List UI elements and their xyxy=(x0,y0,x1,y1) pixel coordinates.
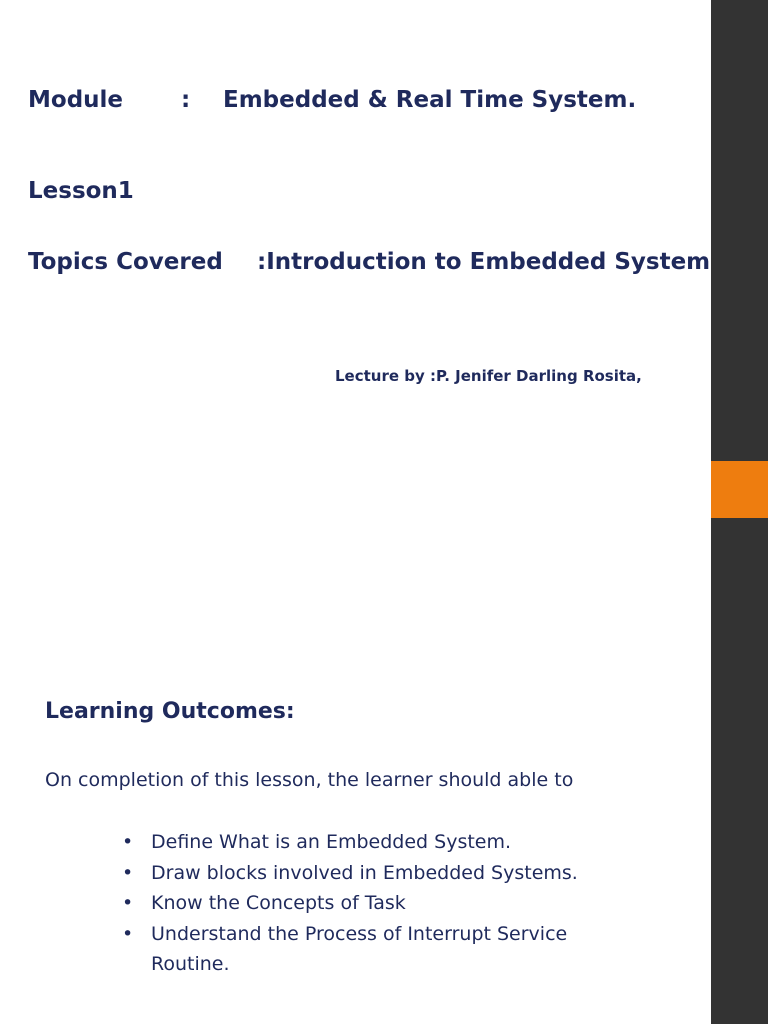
learning-outcomes-heading: Learning Outcomes: xyxy=(45,699,295,724)
topics-label: Topics Covered xyxy=(28,249,223,275)
bullet-icon: • xyxy=(122,861,134,884)
outcomes-intro: On completion of this lesson, the learner should able to xyxy=(45,769,574,791)
bullet-icon: • xyxy=(122,922,134,945)
list-item-text: Understand the Process of Interrupt Service Routine. xyxy=(151,922,568,975)
list-item-text: Draw blocks involved in Embedded Systems. xyxy=(151,861,578,884)
bullet-icon: • xyxy=(122,831,134,853)
bullet-icon: • xyxy=(122,892,134,914)
lecturer-credit: Lecture by :P. Jenifer Darling Rosita, xyxy=(335,367,642,385)
lesson-label: Lesson1 xyxy=(28,178,134,204)
outcomes-list xyxy=(122,827,642,980)
module-title: Embedded & Real Time System. xyxy=(223,87,637,113)
module-colon: : xyxy=(181,87,191,113)
list-item xyxy=(122,919,642,980)
list-item xyxy=(122,827,642,858)
list-item-text: Know the Concepts of Task xyxy=(151,892,406,914)
list-item-text: Define What is an Embedded System. xyxy=(151,831,512,853)
list-item xyxy=(122,858,642,889)
list-item xyxy=(122,888,642,919)
module-label: Module xyxy=(28,87,124,113)
topics-value: :Introduction to Embedded System xyxy=(257,249,711,275)
accent-block xyxy=(711,461,768,518)
